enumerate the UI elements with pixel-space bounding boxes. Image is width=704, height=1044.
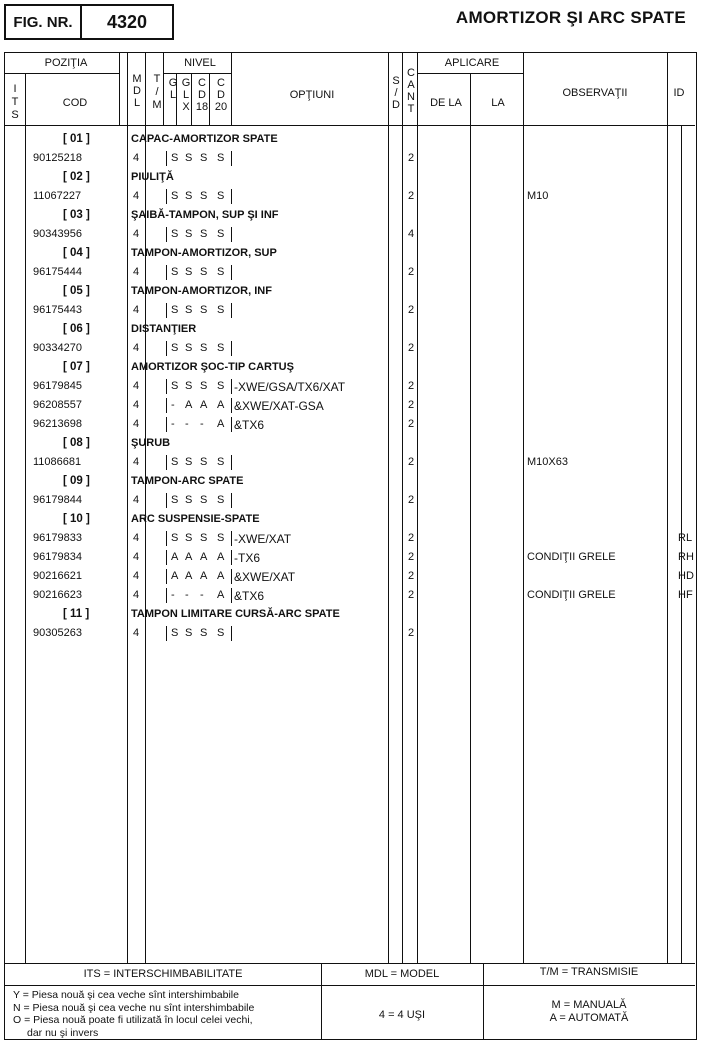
part-mdl: 4 <box>133 627 140 639</box>
part-mdl: 4 <box>133 494 140 506</box>
part-nivel: S <box>200 190 208 202</box>
row-separator <box>231 626 232 641</box>
part-observatii: M10X63 <box>527 456 568 468</box>
part-code: 96175443 <box>33 304 82 316</box>
part-nivel: S <box>200 532 208 544</box>
part-nivel: S <box>217 532 225 544</box>
part-cant: 2 <box>408 342 415 354</box>
group-number: [ 11 ] <box>63 608 90 620</box>
part-nivel: A <box>185 399 193 411</box>
part-nivel: S <box>171 380 179 392</box>
part-nivel: S <box>185 152 193 164</box>
part-nivel: A <box>171 570 179 582</box>
part-code: 11067227 <box>33 190 82 202</box>
part-observatii: CONDIŢII GRELE <box>527 551 616 563</box>
row-separator <box>166 379 167 394</box>
part-code: 96179833 <box>33 532 82 544</box>
mdl-legend: MDL = MODEL <box>364 968 440 980</box>
part-optiuni: -TX6 <box>234 551 261 565</box>
part-optiuni: &TX6 <box>234 418 265 432</box>
header-de-la: DE LA <box>430 97 462 109</box>
part-nivel: S <box>217 342 225 354</box>
part-code: 90216623 <box>33 589 82 601</box>
group-description: TAMPON LIMITARE CURSĂ-ARC SPATE <box>131 608 340 620</box>
part-code: 90125218 <box>33 152 82 164</box>
part-code: 90216621 <box>33 570 82 582</box>
header-nivel-gl: G L <box>168 77 178 101</box>
part-nivel: S <box>217 627 225 639</box>
header-sd: S / D <box>392 75 400 111</box>
part-nivel: A <box>185 551 193 563</box>
part-optiuni: &TX6 <box>234 589 265 603</box>
part-cant: 2 <box>408 570 415 582</box>
part-mdl: 4 <box>133 418 140 430</box>
group-description: ŞURUB <box>131 437 171 449</box>
tm-automat: A = AUTOMATĂ <box>549 1012 629 1025</box>
part-mdl: 4 <box>133 456 140 468</box>
part-nivel: A <box>217 589 225 601</box>
part-optiuni: &XWE/XAT <box>234 570 296 584</box>
part-observatii: M10 <box>527 190 549 202</box>
part-nivel: S <box>217 152 225 164</box>
row-separator <box>166 189 167 204</box>
row-separator <box>231 303 232 318</box>
part-id: RH <box>678 551 694 563</box>
part-mdl: 4 <box>133 380 140 392</box>
part-nivel: S <box>200 266 208 278</box>
part-cant: 2 <box>408 190 415 202</box>
part-optiuni: &XWE/XAT-GSA <box>234 399 324 413</box>
group-description: CAPAC-AMORTIZOR SPATE <box>131 133 278 145</box>
row-separator <box>231 227 232 242</box>
group-number: [ 07 ] <box>63 361 90 373</box>
part-mdl: 4 <box>133 551 140 563</box>
part-nivel: A <box>217 399 225 411</box>
part-nivel: S <box>217 228 225 240</box>
part-nivel: S <box>171 532 179 544</box>
part-cant: 2 <box>408 304 415 316</box>
its-line-y: Y = Piesa nouă şi cea veche sînt intershimbabile <box>13 989 239 1001</box>
part-nivel: S <box>217 190 225 202</box>
part-nivel: A <box>185 570 193 582</box>
part-cant: 2 <box>408 380 415 392</box>
row-separator <box>231 341 232 356</box>
part-nivel: S <box>185 266 193 278</box>
part-mdl: 4 <box>133 266 140 278</box>
row-separator <box>231 493 232 508</box>
part-cant: 4 <box>408 228 415 240</box>
part-nivel: - <box>185 589 189 601</box>
group-number: [ 05 ] <box>63 285 90 297</box>
header-tm: T / M <box>152 73 162 111</box>
row-separator <box>166 417 167 432</box>
part-nivel: S <box>200 380 208 392</box>
group-description: DISTANŢIER <box>131 323 197 335</box>
row-separator <box>166 531 167 546</box>
header-aplicare: APLICARE <box>444 57 500 69</box>
mdl-value: 4 = 4 UŞI <box>378 1009 426 1021</box>
tm-manual: M = MANUALĂ <box>551 999 627 1011</box>
part-cant: 2 <box>408 399 415 411</box>
part-nivel: S <box>171 228 179 240</box>
part-nivel: S <box>171 627 179 639</box>
part-nivel: - <box>171 399 175 411</box>
part-code: 96208557 <box>33 399 82 411</box>
header-nivel-glx: G L X <box>181 77 191 113</box>
part-nivel: S <box>185 494 193 506</box>
part-cant: 2 <box>408 589 415 601</box>
group-description: ŞAIBĂ-TAMPON, SUP ŞI INF <box>131 209 279 221</box>
part-nivel: - <box>200 589 204 601</box>
part-optiuni: -XWE/XAT <box>234 532 292 546</box>
its-line-o-cont: dar nu şi invers <box>27 1026 99 1039</box>
row-separator <box>231 588 232 603</box>
header-id: ID <box>673 87 685 99</box>
part-nivel: S <box>200 342 208 354</box>
part-nivel: S <box>200 494 208 506</box>
part-nivel: S <box>171 494 179 506</box>
part-nivel: S <box>185 627 193 639</box>
part-nivel: S <box>171 190 179 202</box>
part-nivel: - <box>200 418 204 430</box>
part-nivel: S <box>217 456 225 468</box>
row-separator <box>166 398 167 413</box>
header-la: LA <box>491 97 505 109</box>
part-nivel: S <box>171 342 179 354</box>
its-legend-lines <box>13 989 254 1039</box>
part-code: 96179834 <box>33 551 82 563</box>
group-description: ARC SUSPENSIE-SPATE <box>131 513 260 525</box>
part-nivel: S <box>185 342 193 354</box>
part-mdl: 4 <box>133 589 140 601</box>
part-nivel: A <box>217 570 225 582</box>
part-mdl: 4 <box>133 570 140 582</box>
part-nivel: S <box>185 532 193 544</box>
part-nivel: S <box>185 228 193 240</box>
part-nivel: S <box>185 304 193 316</box>
tm-values <box>483 999 695 1025</box>
part-code: 90334270 <box>33 342 82 354</box>
group-number: [ 08 ] <box>63 437 90 449</box>
part-nivel: S <box>171 266 179 278</box>
part-nivel: S <box>185 380 193 392</box>
part-nivel: A <box>200 551 208 563</box>
header-nivel: NIVEL <box>184 57 216 69</box>
row-separator <box>231 455 232 470</box>
part-cant: 2 <box>408 494 415 506</box>
part-cant: 2 <box>408 532 415 544</box>
row-separator <box>231 550 232 565</box>
part-id: HD <box>678 570 694 582</box>
part-nivel: - <box>171 589 175 601</box>
header-optiuni: OPŢIUNI <box>289 89 335 101</box>
part-cant: 2 <box>408 152 415 164</box>
row-separator <box>231 531 232 546</box>
header-observatii: OBSERVAŢII <box>562 87 628 99</box>
part-nivel: S <box>200 627 208 639</box>
part-nivel: A <box>217 551 225 563</box>
row-separator <box>166 569 167 584</box>
part-code: 96179845 <box>33 380 82 392</box>
part-nivel: S <box>217 304 225 316</box>
part-nivel: A <box>200 570 208 582</box>
part-nivel: S <box>200 304 208 316</box>
row-separator <box>166 227 167 242</box>
group-number: [ 04 ] <box>63 247 90 259</box>
row-separator <box>166 303 167 318</box>
part-code: 96179844 <box>33 494 82 506</box>
group-number: [ 01 ] <box>63 133 90 145</box>
row-separator <box>231 379 232 394</box>
part-cant: 2 <box>408 266 415 278</box>
part-observatii: CONDIŢII GRELE <box>527 589 616 601</box>
group-description: AMORTIZOR ŞOC-TIP CARTUŞ <box>131 361 294 373</box>
group-description: TAMPON-ARC SPATE <box>131 475 244 487</box>
group-number: [ 10 ] <box>63 513 90 525</box>
part-nivel: - <box>171 418 175 430</box>
row-separator <box>166 455 167 470</box>
row-separator <box>166 550 167 565</box>
its-line-n: N = Piesa nouă şi cea veche nu sînt intershimbabile <box>13 1001 255 1014</box>
part-id: HF <box>678 589 693 601</box>
group-description: TAMPON-AMORTIZOR, INF <box>131 285 272 297</box>
part-cant: 2 <box>408 627 415 639</box>
row-separator <box>166 588 167 603</box>
part-nivel: S <box>217 266 225 278</box>
row-separator <box>231 189 232 204</box>
row-separator <box>166 341 167 356</box>
its-line-o: O = Piesa nouă poate fi utilizată în locul celei vechi, <box>13 1014 253 1027</box>
part-optiuni: -XWE/GSA/TX6/XAT <box>234 380 346 394</box>
header-cant: C A N T <box>407 67 415 115</box>
part-mdl: 4 <box>133 304 140 316</box>
part-nivel: S <box>200 456 208 468</box>
part-nivel: S <box>200 228 208 240</box>
tm-legend: T/M = TRANSMISIE <box>539 966 639 978</box>
group-number: [ 06 ] <box>63 323 90 335</box>
part-cant: 2 <box>408 456 415 468</box>
part-nivel: A <box>171 551 179 563</box>
part-mdl: 4 <box>133 152 140 164</box>
header-its: I T S <box>11 83 19 121</box>
header-nivel-cd18: C D 18 <box>195 77 209 113</box>
part-id: RL <box>678 532 693 544</box>
row-separator <box>166 626 167 641</box>
part-code: 90305263 <box>33 627 82 639</box>
part-nivel: - <box>185 418 189 430</box>
part-cant: 2 <box>408 551 415 563</box>
part-nivel: S <box>217 494 225 506</box>
part-mdl: 4 <box>133 228 140 240</box>
part-mdl: 4 <box>133 342 140 354</box>
page-title: AMORTIZOR ŞI ARC SPATE <box>455 8 686 27</box>
part-nivel: S <box>185 190 193 202</box>
part-nivel: S <box>200 152 208 164</box>
header-pozitia: POZIŢIA <box>44 57 88 69</box>
part-nivel: A <box>200 399 208 411</box>
header-cod: COD <box>62 97 88 109</box>
part-code: 90343956 <box>33 228 82 240</box>
part-mdl: 4 <box>133 190 140 202</box>
fig-number: 4320 <box>80 4 174 40</box>
group-number: [ 09 ] <box>63 475 90 487</box>
group-number: [ 03 ] <box>63 209 90 221</box>
part-mdl: 4 <box>133 399 140 411</box>
fig-label: FIG. NR. <box>4 4 82 40</box>
part-mdl: 4 <box>133 532 140 544</box>
row-separator <box>231 398 232 413</box>
parts-table <box>4 52 697 1040</box>
part-nivel: S <box>217 380 225 392</box>
part-nivel: S <box>171 456 179 468</box>
group-number: [ 02 ] <box>63 171 90 183</box>
row-separator <box>166 493 167 508</box>
header-nivel-cd20: C D 20 <box>214 77 228 113</box>
part-nivel: A <box>217 418 225 430</box>
part-nivel: S <box>171 152 179 164</box>
row-separator <box>231 417 232 432</box>
group-description: TAMPON-AMORTIZOR, SUP <box>131 247 277 259</box>
part-nivel: S <box>185 456 193 468</box>
part-nivel: S <box>171 304 179 316</box>
part-code: 96175444 <box>33 266 82 278</box>
row-separator <box>166 151 167 166</box>
row-separator <box>231 265 232 280</box>
its-legend: ITS = INTERSCHIMBABILITATE <box>83 968 243 980</box>
part-code: 96213698 <box>33 418 82 430</box>
row-separator <box>231 569 232 584</box>
part-cant: 2 <box>408 418 415 430</box>
group-description: PIULIŢĂ <box>131 171 174 183</box>
row-separator <box>166 265 167 280</box>
row-separator <box>231 151 232 166</box>
part-code: 11086681 <box>33 456 82 468</box>
header-mdl: M D L <box>132 73 142 109</box>
